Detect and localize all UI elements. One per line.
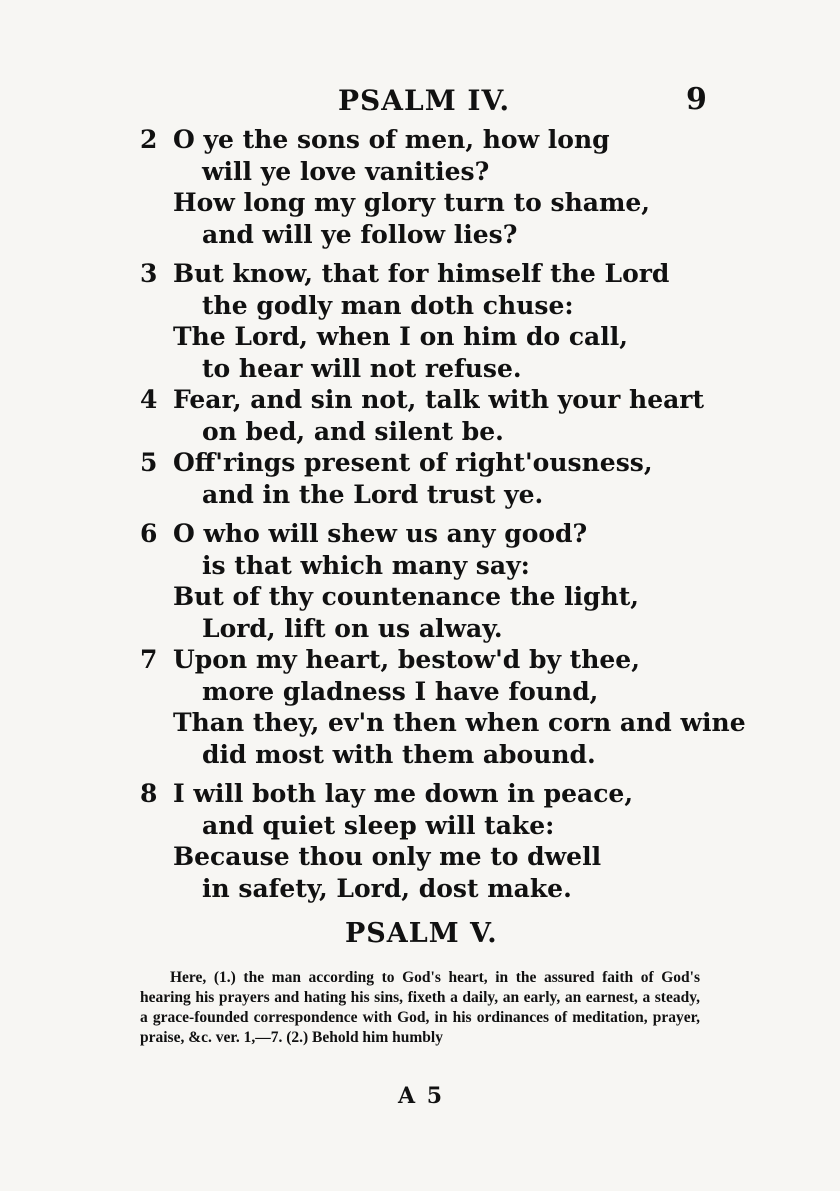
verse-line: is that which many say: [202, 550, 530, 580]
verse-number: 4 [140, 385, 158, 414]
verse-line: The Lord, when I on him do call, [173, 322, 628, 351]
verse-line: 7 Upon my heart, bestow'd by thee, [140, 645, 640, 674]
verse-line: the godly man doth chuse: [202, 290, 574, 320]
verse-line: 3 But know, that for himself the Lord [140, 259, 670, 288]
verse-number: 3 [140, 259, 158, 288]
verse-8 [140, 778, 740, 904]
verse-line: and in the Lord trust ye. [202, 479, 544, 509]
verse-5 [140, 447, 740, 510]
verse-line: 4 Fear, and sin not, talk with your heart [140, 385, 705, 414]
verse-line: to hear will not refuse. [202, 353, 522, 383]
verse-line: But of thy countenance the light, [173, 582, 639, 611]
running-title: PSALM IV. [338, 84, 511, 117]
verse-line: and quiet sleep will take: [202, 810, 555, 840]
verse-line: 8 I will both lay me down in peace, [140, 779, 634, 808]
verse-line: will ye love vanities? [202, 156, 490, 186]
verse-line: in safety, Lord, dost make. [202, 873, 572, 903]
verse-line: How long my glory turn to shame, [173, 188, 651, 217]
verse-line: more gladness I have found, [202, 676, 599, 706]
verse-number: 8 [140, 779, 158, 808]
verse-4 [140, 384, 740, 447]
verse-line: and will ye follow lies? [202, 219, 518, 249]
verse-line: Because thou only me to dwell [173, 842, 602, 871]
verse-number: 2 [140, 125, 158, 154]
verse-line: 5 Off'rings present of right'ousness, [140, 448, 653, 477]
verse-line: Lord, lift on us alway. [202, 613, 503, 643]
verse-number: 6 [140, 519, 158, 548]
verse-line: 2 O ye the sons of men, how long [140, 125, 610, 154]
psalm-verses [140, 124, 746, 904]
signature-mark: A 5 [398, 1083, 445, 1109]
verse-line: did most with them abound. [202, 739, 596, 769]
verse-7 [140, 644, 746, 770]
verse-line: on bed, and silent be. [202, 416, 504, 446]
verse-2 [140, 124, 740, 250]
section-title: PSALM V. [345, 918, 498, 949]
page-number: 9 [686, 82, 707, 117]
verse-number: 7 [140, 645, 158, 674]
page-header [0, 80, 840, 124]
verse-line: 6 O who will shew us any good? [140, 519, 588, 548]
psalm-argument: Here, (1.) the man according to God's heart, in the assured faith of God's hearing his prayers and hating his sins, fixeth a daily, an early, an earnest, a steady, a grace-founded correspondence with God, in his ordinances of meditation, prayer, praise, &c. ver. 1,—7. (2.) Behold him humbly [140, 969, 700, 1046]
verse-number: 5 [140, 448, 158, 477]
verse-3 [140, 258, 740, 384]
verse-6 [140, 518, 740, 644]
verse-line: Than they, ev'n then when corn and wine [173, 708, 746, 737]
